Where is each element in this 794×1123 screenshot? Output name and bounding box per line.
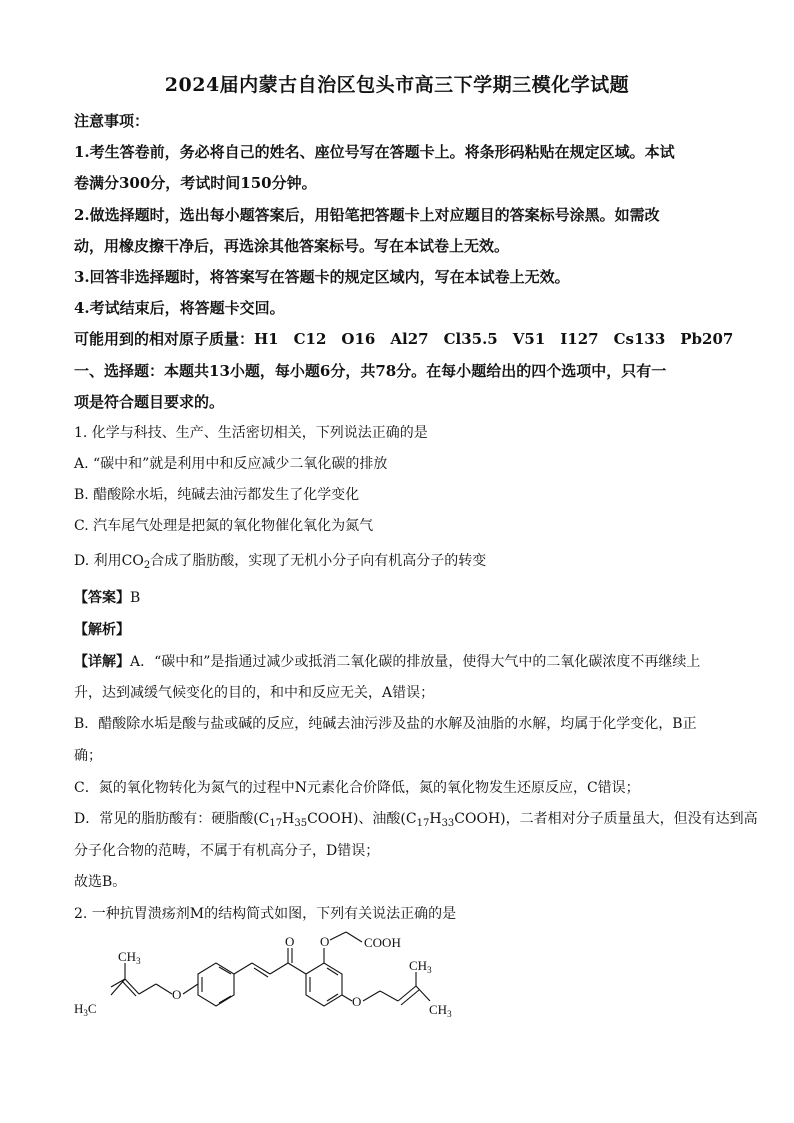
detail-line: C．氮的氧化物转化为氮气的过程中N元素化合价降低，氮的氧化物发生还原反应，C错误； bbox=[74, 780, 640, 796]
question-1-stem: 1. 化学与科技、生产、生活密切相关，下列说法正确的是 bbox=[74, 425, 428, 441]
page-title: 2024届内蒙古自治区包头市高三下学期三模化学试题 bbox=[164, 74, 630, 96]
label-ether-o-left: O bbox=[172, 987, 182, 1002]
detail-line-d: D．常见的脂肪酸有：硬脂酸$(C_{17}H_{35}COOH)$、油酸$(C_{17}H_{33}COOH)$，二者相对分子质量虽大，但没有达到高 bbox=[74, 811, 758, 829]
question-1-option-c: C. 汽车尾气处理是把氮的氧化物催化氧化为氮气 bbox=[74, 518, 374, 534]
label-cooh: COOH bbox=[364, 935, 401, 950]
label-ch3-top-right: $CH_3$ bbox=[409, 958, 432, 975]
answer-value: B bbox=[130, 590, 141, 606]
question-1-option-d: D. 利用$CO_2$合成了脂肪酸，实现了无机小分子向有机高分子的转变 bbox=[74, 553, 487, 571]
question-1-option-b: B. 醋酸除水垢，纯碱去油污都发生了化学变化 bbox=[74, 487, 360, 503]
notice-heading: 注意事项： bbox=[74, 112, 150, 130]
detail-line: 升，达到减缓气候变化的目的，和中和反应无关，A错误； bbox=[74, 685, 435, 701]
detail-line: 确； bbox=[74, 748, 102, 764]
notice-line: 3.回答非选择题时，将答案写在答题卡的规定区域内，写在本试卷上无效。 bbox=[74, 268, 570, 286]
notice-line: 4.考试结束后，将答题卡交回。 bbox=[74, 299, 285, 317]
label-ch3-bottom-right: $CH_3$ bbox=[429, 1002, 452, 1019]
structure-formula-diagram bbox=[66, 928, 486, 1028]
label-ether-o-top: O bbox=[320, 934, 330, 949]
label-ether-o-right: O bbox=[352, 994, 362, 1009]
section-heading: 一、选择题：本题共13小题，每小题6分，共78分。在每小题给出的四个选项中，只有一 bbox=[74, 362, 667, 380]
label-carbonyl-o: O bbox=[285, 934, 295, 949]
section-heading-cont: 项是符合题目要求的。 bbox=[74, 393, 225, 411]
conclusion: 故选B。 bbox=[74, 874, 127, 890]
question-1-option-a: A. “碳中和”就是利用中和反应减少二氧化碳的排放 bbox=[74, 456, 388, 472]
notice-line: 卷满分300分，考试时间150分钟。 bbox=[74, 174, 317, 192]
answer-line bbox=[74, 587, 140, 607]
notice-line: 1.考生答卷前，务必将自己的姓名、座位号写在答题卡上。将条形码粘贴在规定区域。本试 bbox=[74, 143, 675, 161]
label-ch3-top-left: $CH_3$ bbox=[118, 949, 141, 966]
molecule-labels bbox=[74, 934, 452, 1019]
label-h3c: $H_3C$ bbox=[74, 1001, 97, 1018]
atomic-mass-line: 可能用到的相对原子质量：H1 C12 O16 Al27 Cl35.5 V51 I127 Cs133 Pb207 bbox=[74, 330, 734, 348]
detail-tag: 【详解】 bbox=[74, 654, 130, 670]
detail-line: 分子化合物的范畴，不属于有机高分子，D错误； bbox=[74, 843, 380, 859]
question-2-stem: 2. 一种抗胃溃疡剂M的结构简式如图，下列有关说法正确的是 bbox=[74, 906, 457, 922]
notice-line: 动，用橡皮擦干净后，再选涂其他答案标号。写在本试卷上无效。 bbox=[74, 237, 510, 255]
detail-line: B．醋酸除水垢是酸与盐或碱的反应，纯碱去油污涉及盐的水解及油脂的水解，均属于化学变化，B正 bbox=[74, 716, 697, 732]
answer-tag: 【答案】 bbox=[74, 590, 130, 606]
notice-line: 2.做选择题时，选出每小题答案后，用铅笔把答题卡上对应题目的答案标号涂黑。如需改 bbox=[74, 206, 660, 224]
analysis-tag: 【解析】 bbox=[74, 622, 130, 638]
detail-line: 【详解】A．“碳中和”是指通过减少或抵消二氧化碳的排放量，使得大气中的二氧化碳浓度不再继续上 bbox=[74, 654, 701, 670]
